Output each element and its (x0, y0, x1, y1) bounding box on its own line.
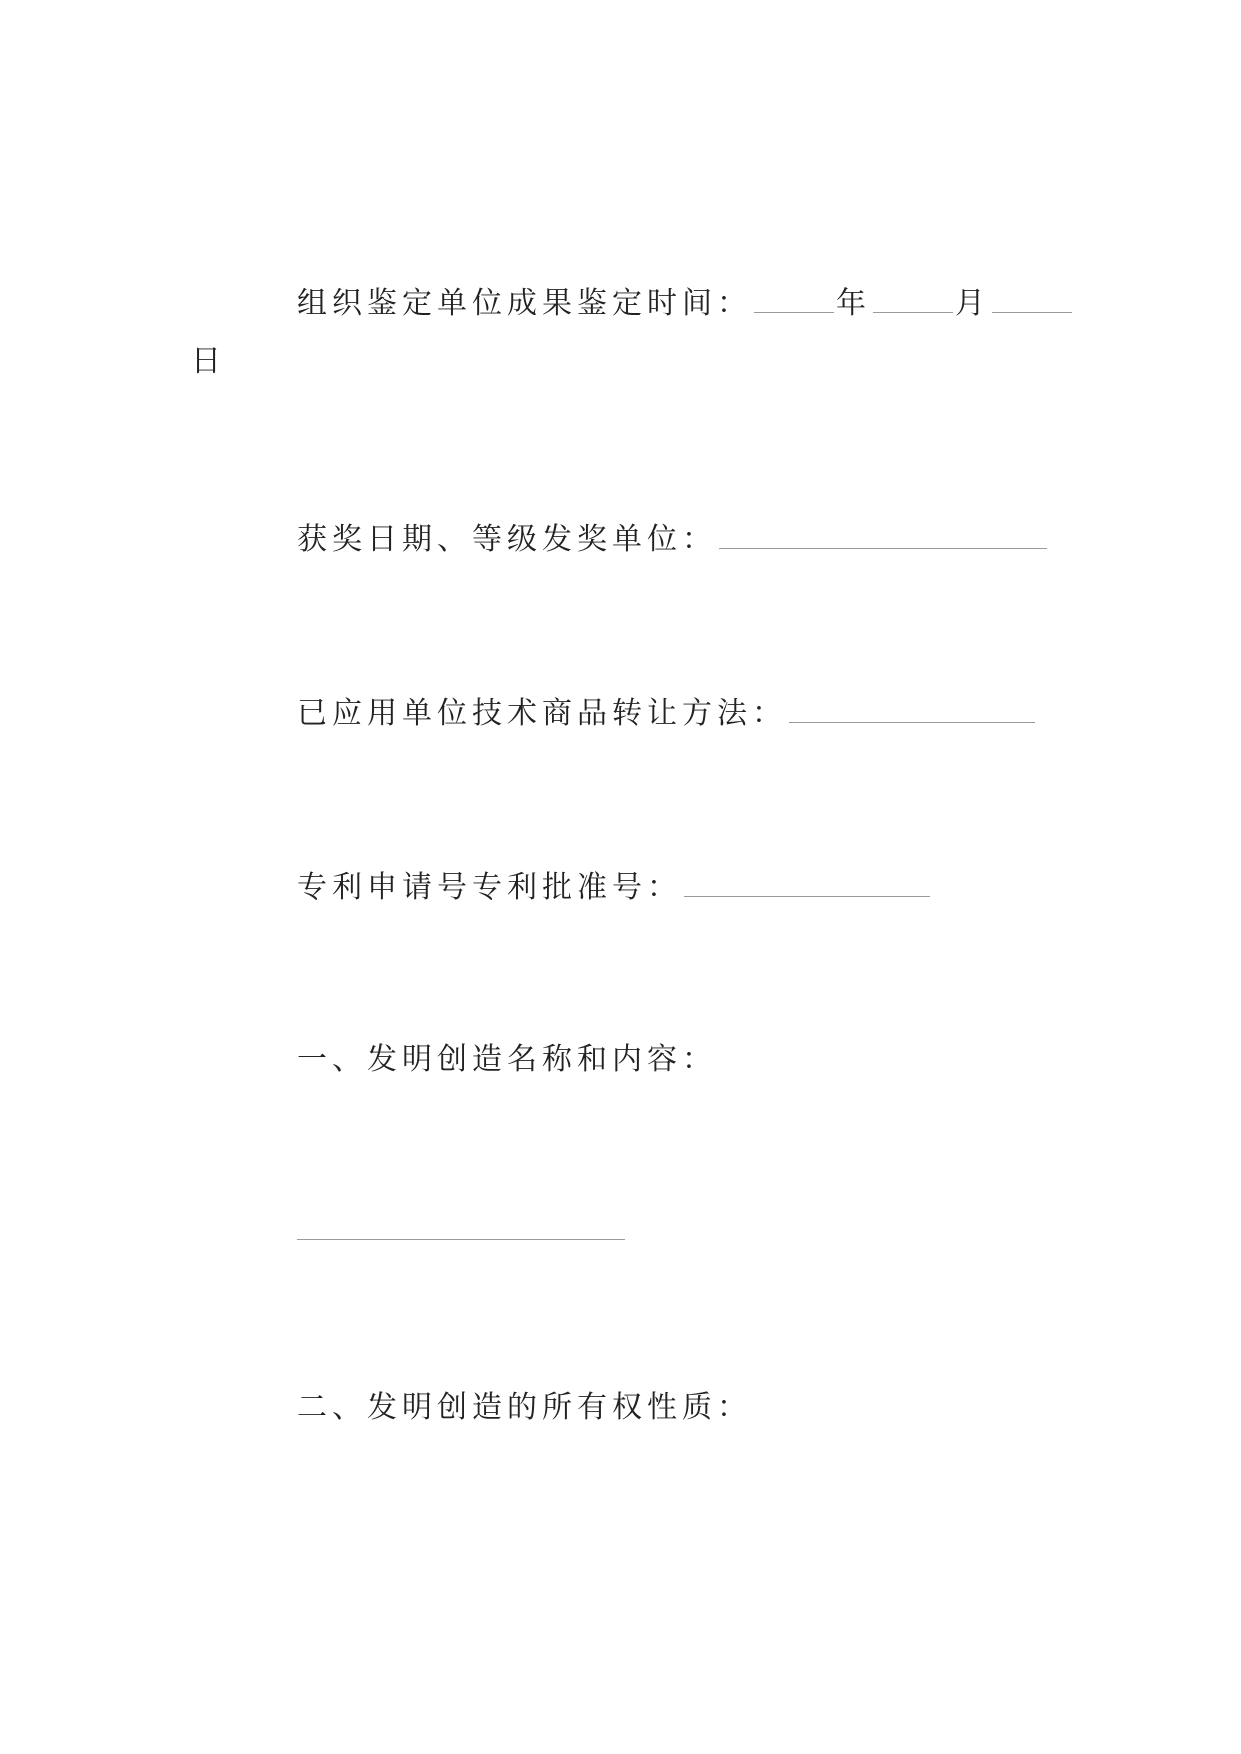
award-line (297, 518, 1049, 560)
section2-heading-line (297, 1388, 752, 1428)
section1-heading: 一、发明创造名称和内容： (297, 1042, 717, 1077)
appraisal-date-line (297, 282, 1074, 324)
section2-heading: 二、发明创造的所有权性质： (297, 1390, 752, 1425)
transfer-line (297, 692, 1037, 734)
day-blank-field[interactable] (992, 282, 1072, 313)
year-label: 年 (836, 286, 871, 321)
year-blank-field[interactable] (754, 282, 834, 313)
section1-content-blank-field[interactable] (297, 1238, 625, 1240)
day-label-wrapped (191, 342, 226, 382)
patent-blank-field[interactable] (684, 866, 930, 897)
appraisal-label: 组织鉴定单位成果鉴定时间： (297, 286, 752, 321)
transfer-blank-field[interactable] (789, 692, 1035, 723)
day-label: 日 (191, 344, 226, 379)
award-label: 获奖日期、等级发奖单位： (297, 522, 717, 557)
section1-heading-line (297, 1040, 717, 1080)
award-blank-field[interactable] (719, 518, 1047, 549)
transfer-label: 已应用单位技术商品转让方法： (297, 696, 787, 731)
month-blank-field[interactable] (873, 282, 953, 313)
patent-label: 专利申请号专利批准号： (297, 870, 682, 905)
patent-line (297, 866, 932, 908)
month-label: 月 (955, 286, 990, 321)
